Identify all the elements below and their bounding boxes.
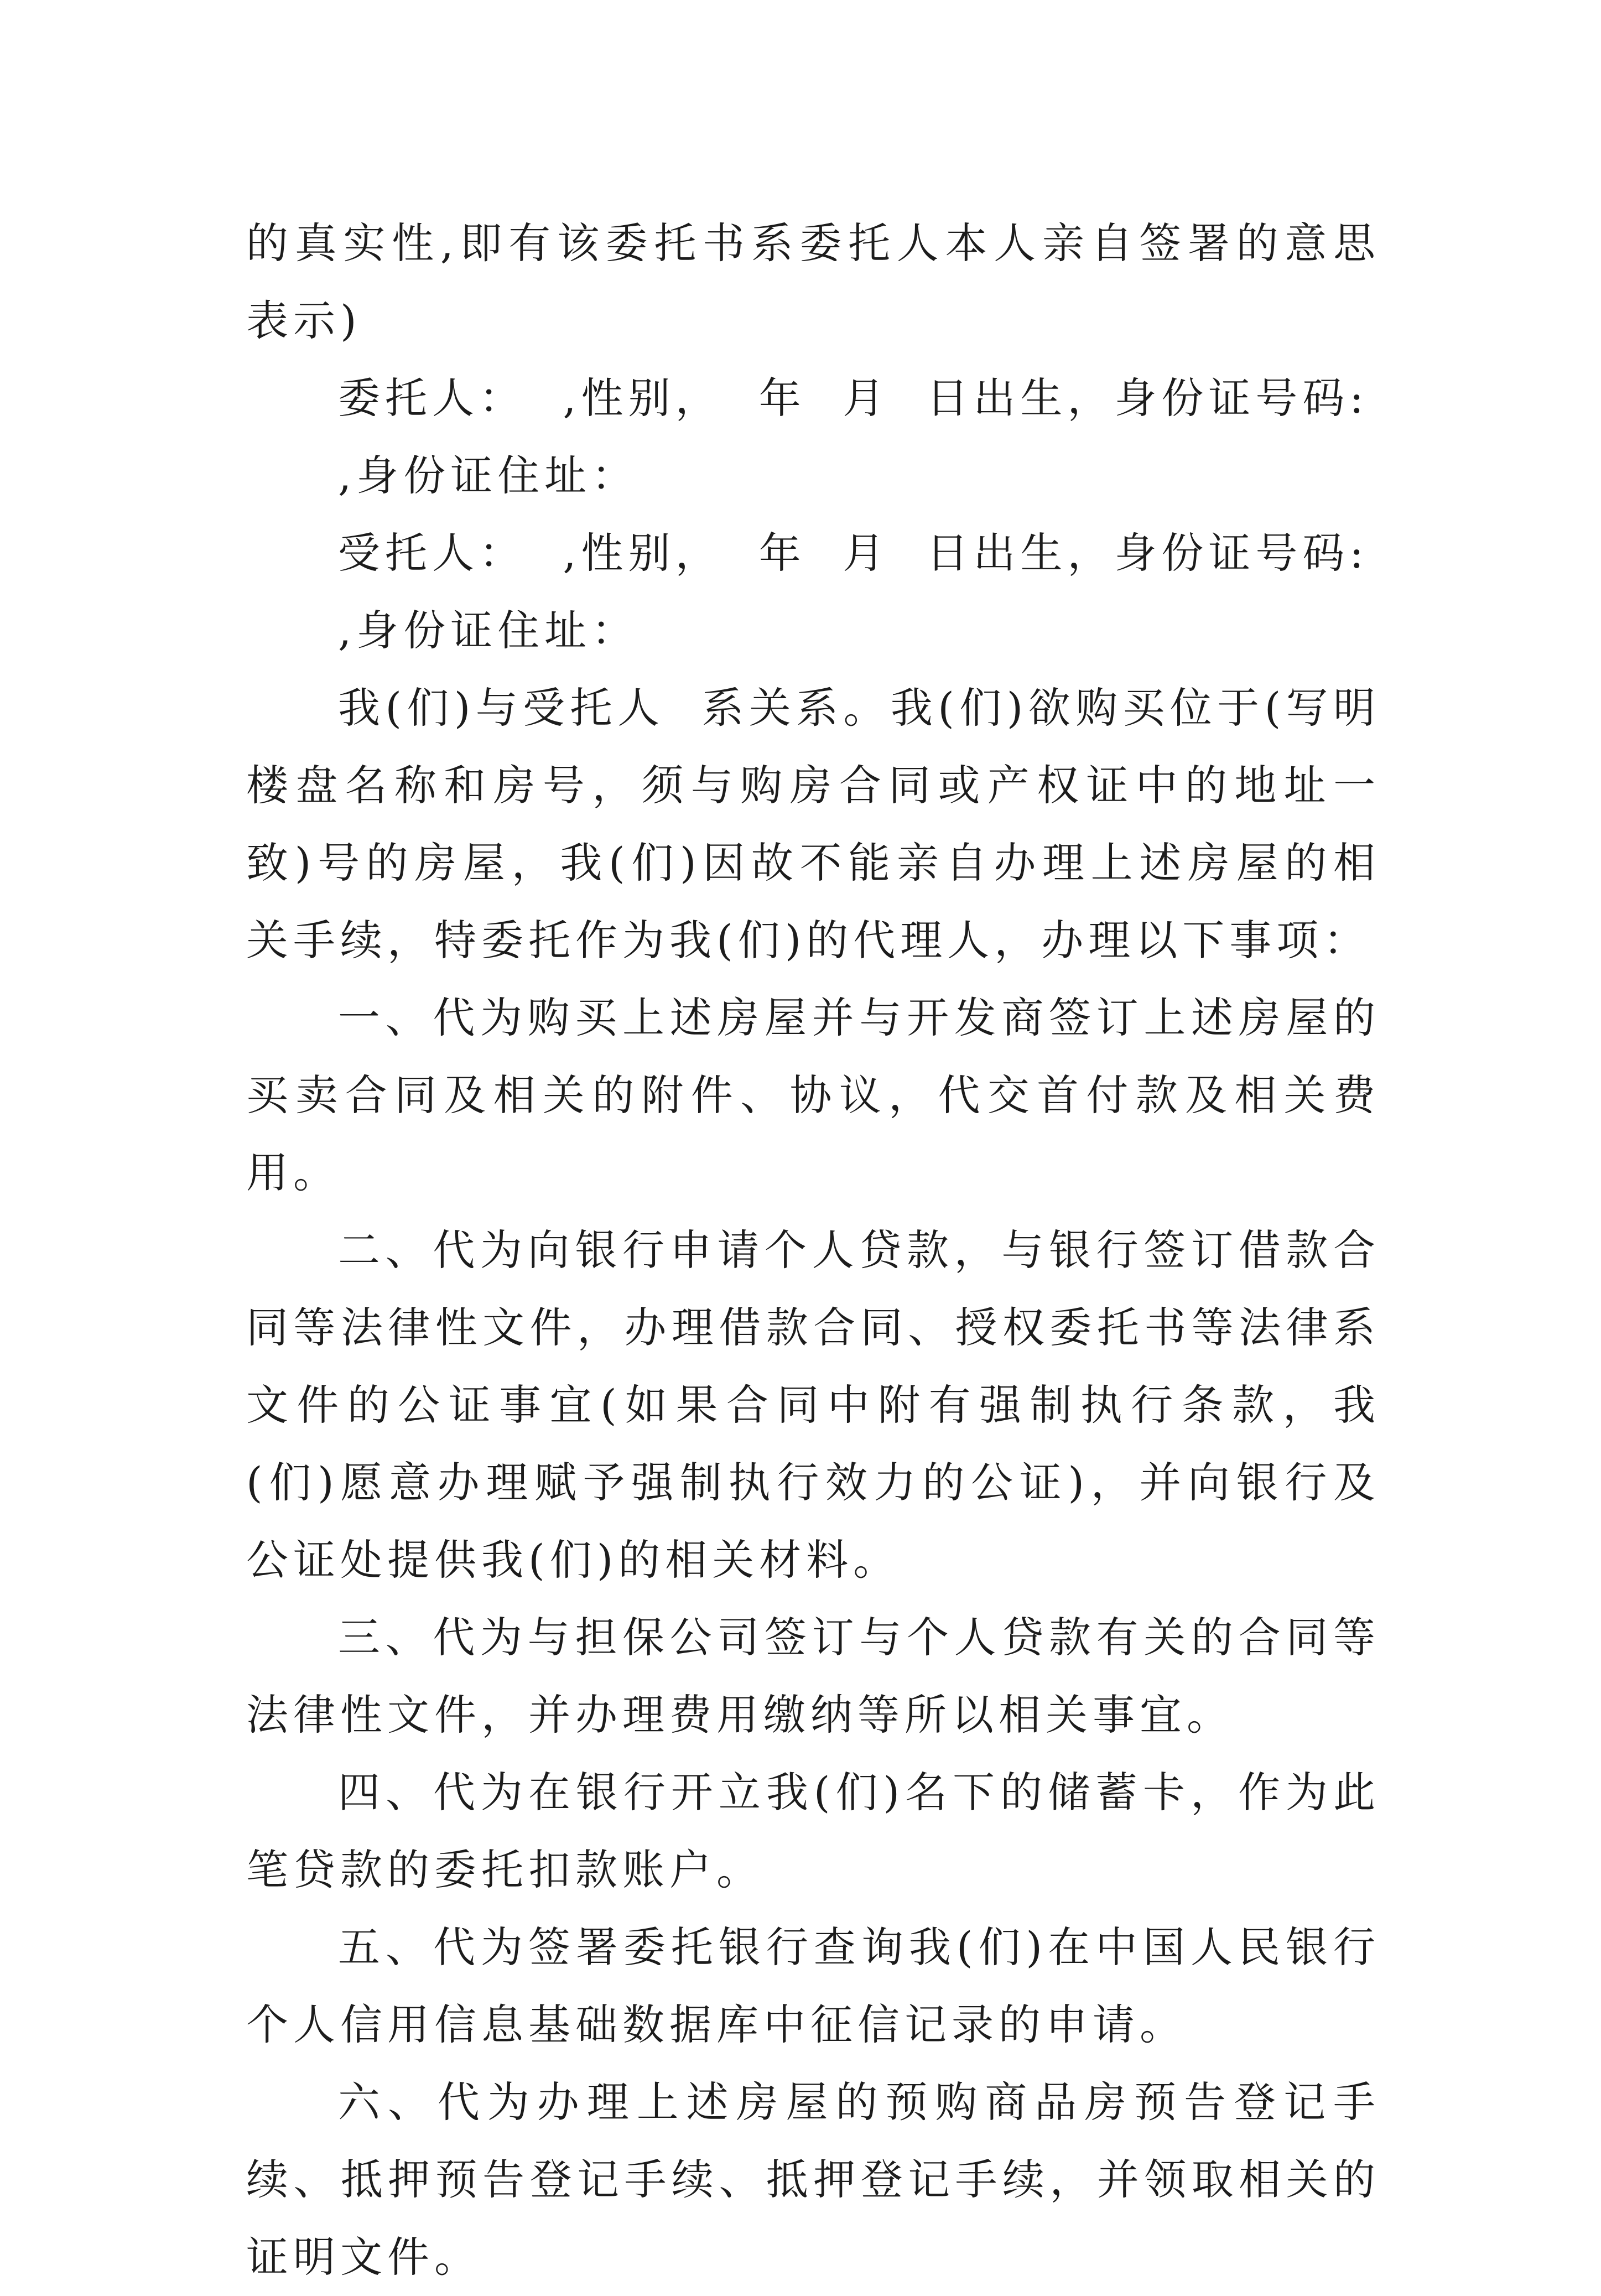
paragraph-item-4: 四、代为在银行开立我(们)名下的储蓄卡，作为此笔贷款的委托扣款账户。 xyxy=(246,1768,1380,1894)
paragraph-agent-info: 受托人： ,性别， 年 月 日出生，身份证号码: xyxy=(338,528,1369,578)
paragraph-declaration-tail: 的真实性,即有该委托书系委托人本人亲自签署的意思表示) xyxy=(246,219,1380,345)
paragraph-item-5: 五、代为签署委托银行查询我(们)在中国人民银行个人信用信息基础数据库中征信记录的申请。 xyxy=(246,1923,1380,2049)
paragraph-item-6: 六、代为办理上述房屋的预购商品房预告登记手续、抵押预告登记手续、抵押登记手续，并领取相关的证明文件。 xyxy=(246,2077,1380,2282)
document-body xyxy=(246,205,1380,2296)
paragraph-principal-address: ,身份证住址： xyxy=(338,451,639,500)
paragraph-agent-address: ,身份证住址： xyxy=(338,606,639,655)
paragraph-principal-info: 委托人： ,性别， 年 月 日出生，身份证号码: xyxy=(338,373,1369,423)
paragraph-item-3: 三、代为与担保公司签订与个人贷款有关的合同等法律性文件，并办理费用缴纳等所以相关事宜。 xyxy=(246,1613,1380,1739)
paragraph-relationship-and-purpose: 我(们)与受托人 系关系。我(们)欲购买位于(写明楼盘名称和房号，须与购房合同或产权证中的地址一致)号的房屋，我(们)因故不能亲自办理上述房屋的相关手续，特委托作为我(们)的代理人，办理以下事项： xyxy=(246,683,1380,965)
paragraph-item-2: 二、代为向银行申请个人贷款，与银行签订借款合同等法律性文件，办理借款合同、授权委托书等法律系文件的公证事宜(如果合同中附有强制执行条款，我(们)愿意办理赋予强制执行效力的公证)，并向银行及公证处提供我(们)的相关材料。 xyxy=(246,1225,1380,1585)
paragraph-item-1: 一、代为购买上述房屋并与开发商签订上述房屋的买卖合同及相关的附件、协议，代交首付款及相关费用。 xyxy=(246,993,1380,1197)
